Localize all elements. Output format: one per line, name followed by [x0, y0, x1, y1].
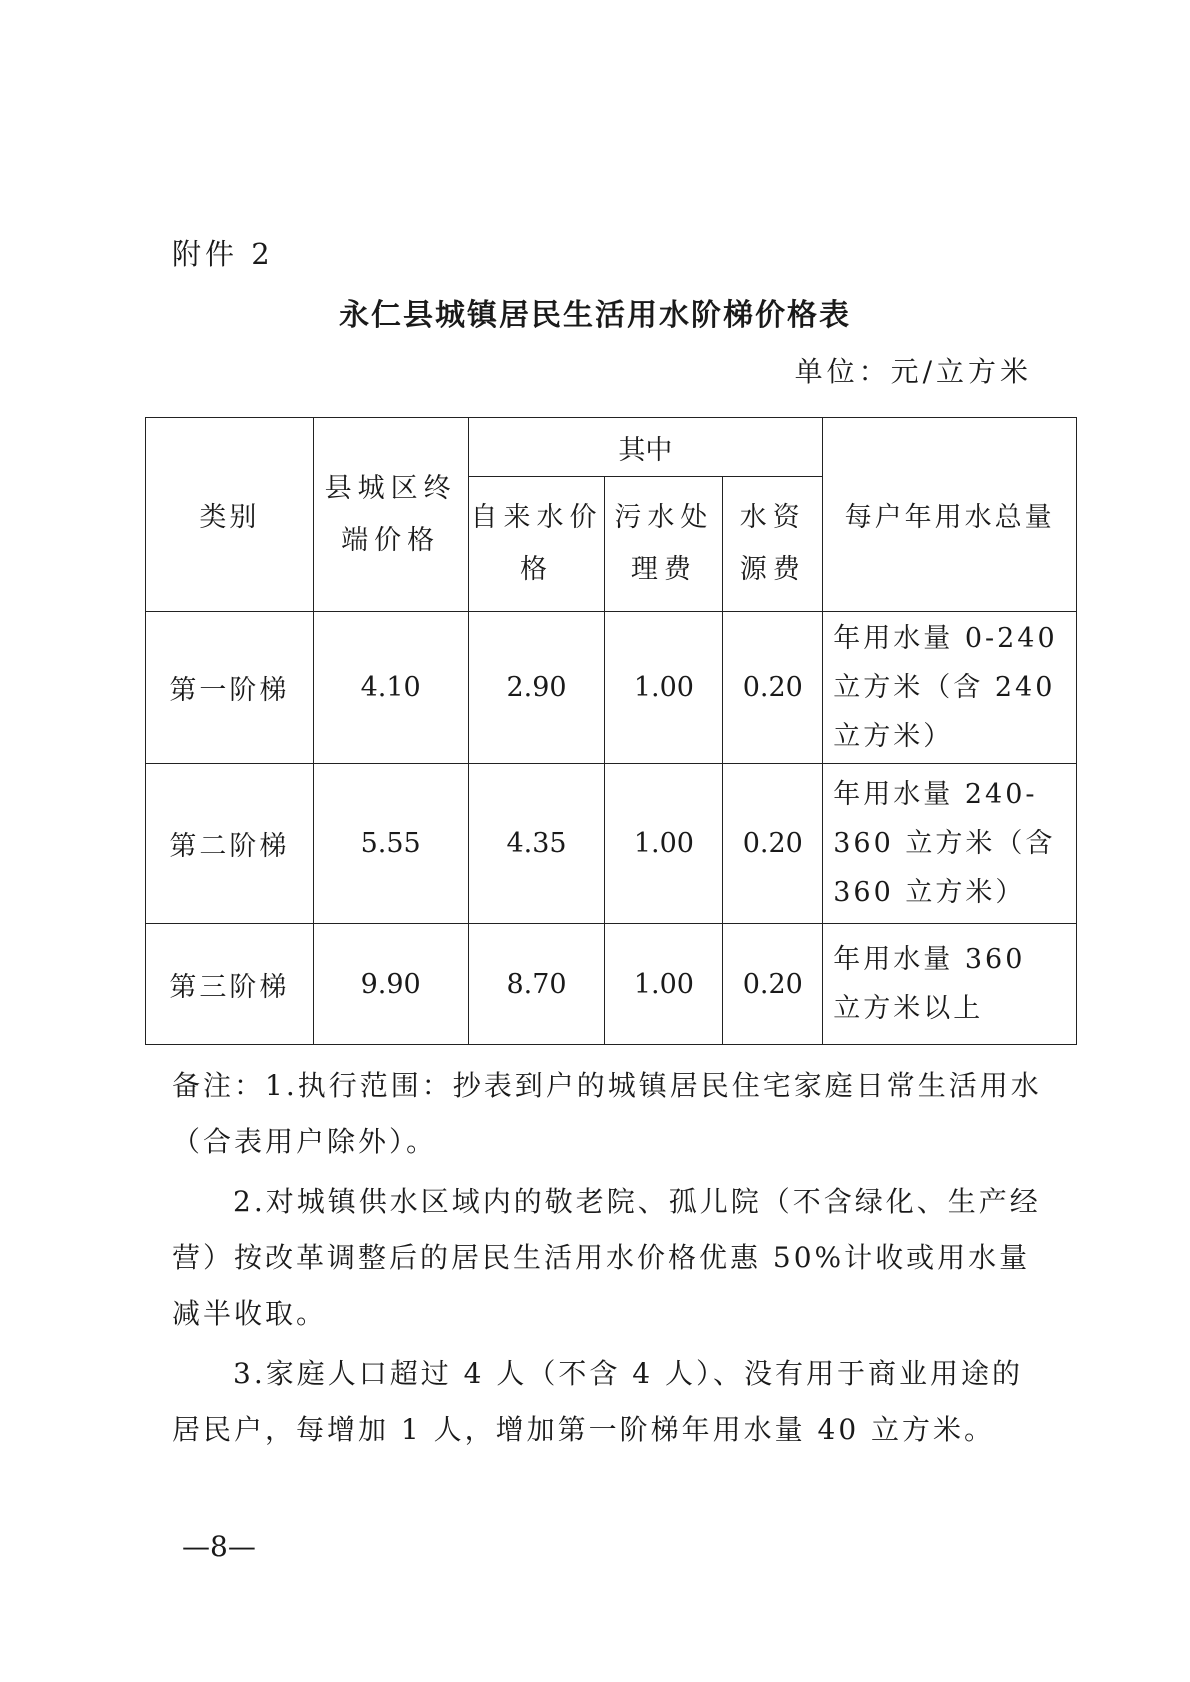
- cell-sewage: 1.00: [605, 924, 723, 1045]
- cell-sewage: 1.00: [605, 612, 723, 763]
- cell-sewage: 1.00: [605, 763, 723, 924]
- cell-water-resource: 0.20: [723, 924, 823, 1045]
- header-water-resource: 水资源费: [723, 477, 823, 612]
- table-row: [146, 612, 1077, 763]
- cell-tap-water: 4.35: [468, 763, 605, 924]
- cell-tap-water: 8.70: [468, 924, 605, 1045]
- cell-category: 第三阶梯: [146, 924, 314, 1045]
- cell-water-resource: 0.20: [723, 612, 823, 763]
- table-row: [146, 924, 1077, 1045]
- table-header-row: [146, 418, 1077, 477]
- header-sewage: 污水处理费: [605, 477, 723, 612]
- attachment-label: 附件 2: [172, 237, 274, 271]
- header-tap-water: 自来水价格: [468, 477, 605, 612]
- cell-annual-total: 年用水量 360 立方米以上: [823, 924, 1077, 1045]
- cell-category: 第二阶梯: [146, 763, 314, 924]
- document-title: 永仁县城镇居民生活用水阶梯价格表: [339, 298, 851, 333]
- cell-terminal-price: 9.90: [313, 924, 468, 1045]
- price-table: [145, 417, 1077, 1045]
- header-category: 类别: [146, 418, 314, 612]
- cell-terminal-price: 5.55: [313, 763, 468, 924]
- cell-annual-total: 年用水量 0-240 立方米（含 240 立方米）: [823, 612, 1077, 763]
- header-of-which: 其中: [468, 418, 823, 477]
- table-row: [146, 763, 1077, 924]
- cell-tap-water: 2.90: [468, 612, 605, 763]
- notes-section: [172, 1058, 1048, 1462]
- page-number: —8—: [182, 1530, 256, 1563]
- cell-category: 第一阶梯: [146, 612, 314, 763]
- note-item: 3.家庭人口超过 4 人（不含 4 人）、没有用于商业用途的居民户，每增加 1 人，增加第一阶梯年用水量 40 立方米。: [172, 1357, 1023, 1446]
- note-item: 2.对城镇供水区域内的敬老院、孤儿院（不含绿化、生产经营）按改革调整后的居民生活用水价格优惠 50%计收或用水量减半收取。: [172, 1185, 1041, 1330]
- header-terminal-price: 县城区终端价格: [313, 418, 468, 612]
- cell-terminal-price: 4.10: [313, 612, 468, 763]
- cell-annual-total: 年用水量 240-360 立方米（含 360 立方米）: [823, 763, 1077, 924]
- header-annual-total: 每户年用水总量: [823, 418, 1077, 612]
- unit-label: 单位：元/立方米: [794, 355, 1032, 388]
- cell-water-resource: 0.20: [723, 763, 823, 924]
- note-item: 备注：1.执行范围：抄表到户的城镇居民住宅家庭日常生活用水（合表用户除外）。: [172, 1069, 1042, 1158]
